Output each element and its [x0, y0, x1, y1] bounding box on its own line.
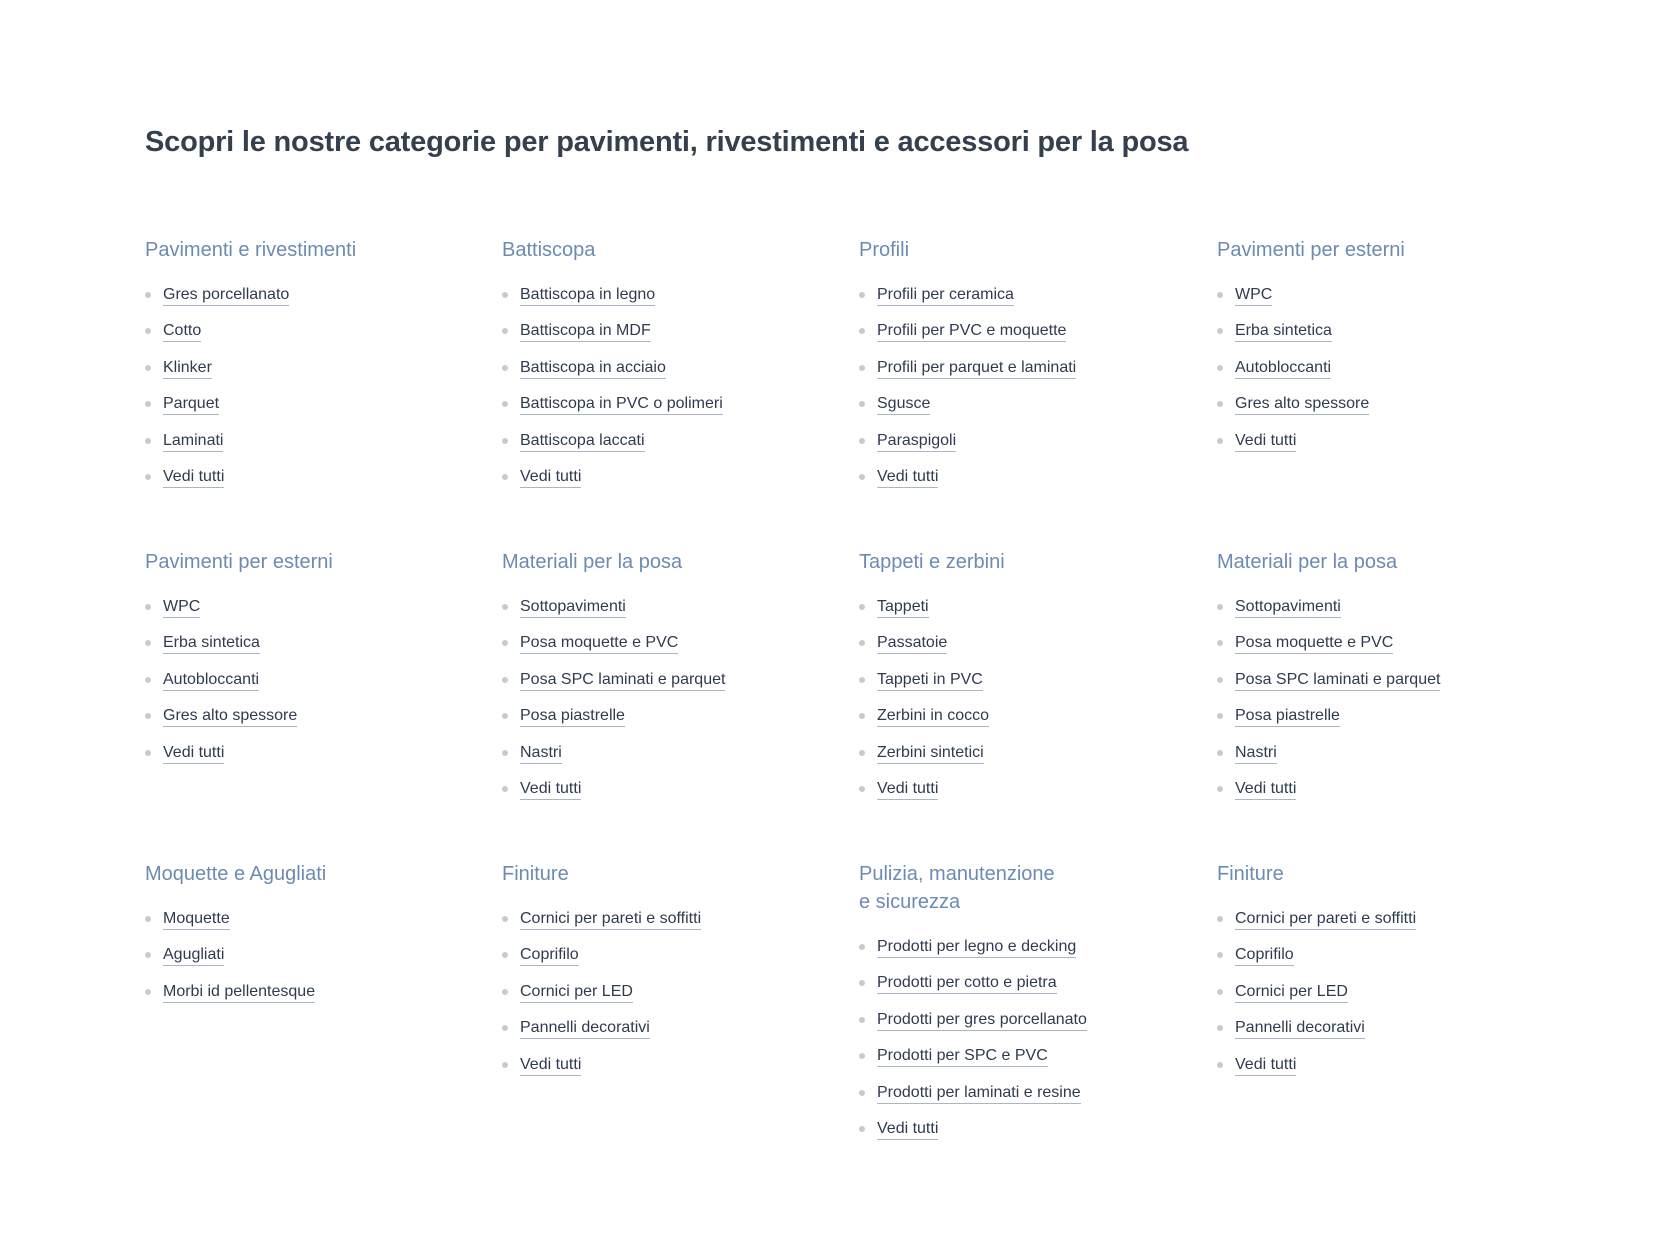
list-item — [859, 742, 1189, 778]
category-link-list — [502, 284, 832, 502]
bullet-icon — [1217, 750, 1223, 756]
list-item — [502, 430, 832, 466]
category-link-list — [145, 908, 475, 1017]
list-item — [1217, 742, 1547, 778]
category-block — [1217, 548, 1547, 814]
list-item — [1217, 357, 1547, 393]
category-link[interactable]: Battiscopa laccati — [520, 432, 645, 452]
category-link[interactable]: Vedi tutti — [163, 744, 224, 764]
category-link[interactable]: Profili per parquet e laminati — [877, 359, 1076, 379]
bullet-icon — [145, 474, 151, 480]
category-link[interactable]: Paraspigoli — [877, 432, 956, 452]
bullet-icon — [859, 1126, 865, 1132]
bullet-icon — [502, 401, 508, 407]
category-link-list — [502, 596, 832, 814]
category-block — [1217, 236, 1547, 466]
category-link[interactable]: Prodotti per gres porcellanato — [877, 1011, 1087, 1031]
category-link[interactable]: Gres alto spessore — [163, 707, 297, 727]
category-link[interactable]: Morbi id pellentesque — [163, 983, 315, 1003]
category-title: Materiali per la posa — [1217, 551, 1398, 573]
category-title: Pavimenti per esterni — [1217, 239, 1405, 261]
bullet-icon — [502, 292, 508, 298]
category-link[interactable]: Posa SPC laminati e parquet — [520, 671, 725, 691]
list-item — [1217, 632, 1547, 668]
list-item — [859, 669, 1189, 705]
category-link[interactable]: Cornici per LED — [1235, 983, 1348, 1003]
bullet-icon — [859, 1090, 865, 1096]
list-item — [859, 1082, 1189, 1118]
bullet-icon — [502, 604, 508, 610]
bullet-icon — [502, 713, 508, 719]
bullet-icon — [502, 677, 508, 683]
category-link[interactable]: Zerbini sintetici — [877, 744, 984, 764]
category-link[interactable]: Autobloccanti — [1235, 359, 1331, 379]
category-link[interactable]: Vedi tutti — [877, 468, 938, 488]
bullet-icon — [1217, 328, 1223, 334]
bullet-icon — [859, 750, 865, 756]
list-item — [502, 466, 832, 502]
list-item — [1217, 430, 1547, 466]
bullet-icon — [502, 328, 508, 334]
list-item — [145, 981, 475, 1017]
category-title: Pulizia, manutenzione e sicurezza — [859, 863, 1055, 913]
category-link[interactable]: Cornici per pareti e soffitti — [1235, 910, 1416, 930]
category-title: Finiture — [502, 863, 569, 885]
list-item — [859, 972, 1189, 1008]
category-link[interactable]: WPC — [1235, 286, 1272, 306]
category-link-list — [859, 936, 1189, 1154]
list-item — [859, 466, 1189, 502]
bullet-icon — [1217, 952, 1223, 958]
category-link[interactable]: Vedi tutti — [520, 1056, 581, 1076]
list-item — [1217, 320, 1547, 356]
bullet-icon — [1217, 916, 1223, 922]
category-block — [502, 548, 832, 814]
bullet-icon — [145, 952, 151, 958]
list-item — [502, 320, 832, 356]
bullet-icon — [1217, 640, 1223, 646]
bullet-icon — [859, 1017, 865, 1023]
category-link[interactable]: Vedi tutti — [877, 780, 938, 800]
list-item — [502, 1017, 832, 1053]
bullet-icon — [502, 640, 508, 646]
bullet-icon — [145, 292, 151, 298]
list-item — [145, 430, 475, 466]
bullet-icon — [859, 401, 865, 407]
category-link[interactable]: Nastri — [520, 744, 562, 764]
bullet-icon — [1217, 989, 1223, 995]
category-link[interactable]: Cotto — [163, 322, 201, 342]
category-link-list — [859, 596, 1189, 814]
category-title: Battiscopa — [502, 239, 596, 261]
category-link[interactable]: Laminati — [163, 432, 223, 452]
bullet-icon — [1217, 604, 1223, 610]
list-item — [502, 357, 832, 393]
category-link[interactable]: Gres alto spessore — [1235, 395, 1369, 415]
list-item — [859, 596, 1189, 632]
bullet-icon — [859, 292, 865, 298]
category-link-list — [1217, 284, 1547, 466]
bullet-icon — [502, 1062, 508, 1068]
category-link[interactable]: Gres porcellanato — [163, 286, 289, 306]
category-block — [1217, 860, 1547, 1090]
category-link[interactable]: Sottopavimenti — [520, 598, 626, 618]
list-item — [145, 908, 475, 944]
bullet-icon — [502, 952, 508, 958]
category-link[interactable]: Prodotti per legno e decking — [877, 938, 1076, 958]
bullet-icon — [859, 786, 865, 792]
bullet-icon — [502, 1025, 508, 1031]
category-title: Finiture — [1217, 863, 1284, 885]
category-link[interactable]: Vedi tutti — [1235, 432, 1296, 452]
bullet-icon — [859, 604, 865, 610]
bullet-icon — [145, 438, 151, 444]
category-link[interactable]: Profili per ceramica — [877, 286, 1014, 306]
category-link[interactable]: Agugliati — [163, 946, 224, 966]
bullet-icon — [859, 713, 865, 719]
category-block — [859, 236, 1189, 502]
category-title: Pavimenti per esterni — [145, 551, 333, 573]
bullet-icon — [1217, 1025, 1223, 1031]
list-item — [859, 1009, 1189, 1045]
category-title: Profili — [859, 239, 910, 261]
list-item — [145, 742, 475, 778]
list-item — [859, 430, 1189, 466]
category-link[interactable]: Posa piastrelle — [1235, 707, 1340, 727]
category-link[interactable]: Profili per PVC e moquette — [877, 322, 1066, 342]
category-link[interactable]: Moquette — [163, 910, 230, 930]
bullet-icon — [1217, 786, 1223, 792]
list-item — [145, 705, 475, 741]
bullet-icon — [859, 640, 865, 646]
category-link[interactable]: Klinker — [163, 359, 212, 379]
category-link[interactable]: Vedi tutti — [877, 1120, 938, 1140]
category-link[interactable]: Battiscopa in PVC o polimeri — [520, 395, 723, 415]
category-link[interactable]: Vedi tutti — [1235, 1056, 1296, 1076]
category-link[interactable]: Battiscopa in acciaio — [520, 359, 666, 379]
bullet-icon — [145, 916, 151, 922]
category-link-list — [1217, 908, 1547, 1090]
list-item — [145, 669, 475, 705]
list-item — [859, 778, 1189, 814]
list-item — [859, 632, 1189, 668]
category-link[interactable]: WPC — [163, 598, 200, 618]
bullet-icon — [502, 365, 508, 371]
bullet-icon — [1217, 713, 1223, 719]
category-block — [145, 860, 475, 1017]
list-item — [859, 320, 1189, 356]
list-item — [859, 1118, 1189, 1154]
bullet-icon — [1217, 365, 1223, 371]
bullet-icon — [145, 640, 151, 646]
bullet-icon — [502, 916, 508, 922]
bullet-icon — [859, 677, 865, 683]
bullet-icon — [859, 1053, 865, 1059]
list-item — [1217, 1054, 1547, 1090]
category-link[interactable]: Prodotti per SPC e PVC — [877, 1047, 1048, 1067]
list-item — [502, 632, 832, 668]
list-item — [502, 393, 832, 429]
category-title: Pavimenti e rivestimenti — [145, 239, 357, 261]
list-item — [145, 632, 475, 668]
bullet-icon — [859, 365, 865, 371]
bullet-icon — [1217, 677, 1223, 683]
list-item — [859, 705, 1189, 741]
category-link[interactable]: Posa moquette e PVC — [520, 634, 678, 654]
category-link[interactable]: Cornici per pareti e soffitti — [520, 910, 701, 930]
category-link[interactable]: Vedi tutti — [520, 780, 581, 800]
category-link[interactable]: Coprifilo — [1235, 946, 1294, 966]
bullet-icon — [859, 474, 865, 480]
category-link[interactable]: Prodotti per laminati e resine — [877, 1084, 1081, 1104]
category-link[interactable]: Cornici per LED — [520, 983, 633, 1003]
category-link[interactable]: Parquet — [163, 395, 219, 415]
bullet-icon — [859, 438, 865, 444]
bullet-icon — [502, 786, 508, 792]
bullet-icon — [145, 328, 151, 334]
bullet-icon — [145, 604, 151, 610]
bullet-icon — [1217, 1062, 1223, 1068]
category-link[interactable]: Pannelli decorativi — [520, 1019, 650, 1039]
list-item — [502, 944, 832, 980]
list-item — [859, 393, 1189, 429]
category-block — [859, 548, 1189, 814]
category-link[interactable]: Tappeti in PVC — [877, 671, 983, 691]
category-link-list — [502, 908, 832, 1090]
list-item — [502, 669, 832, 705]
category-link[interactable]: Zerbini in cocco — [877, 707, 989, 727]
bullet-icon — [859, 328, 865, 334]
list-item — [859, 284, 1189, 320]
category-title: Moquette e Agugliati — [145, 863, 327, 885]
list-item — [145, 284, 475, 320]
list-item — [1217, 981, 1547, 1017]
bullet-icon — [145, 713, 151, 719]
list-item — [1217, 284, 1547, 320]
page-title: Scopri le nostre categorie per pavimenti, rivestimenti e accessori per la posa — [145, 126, 1189, 158]
category-block — [502, 860, 832, 1090]
category-link[interactable]: Coprifilo — [520, 946, 579, 966]
bullet-icon — [502, 438, 508, 444]
category-link[interactable]: Vedi tutti — [520, 468, 581, 488]
list-item — [1217, 1017, 1547, 1053]
list-item — [502, 742, 832, 778]
category-link-list — [1217, 596, 1547, 814]
list-item — [502, 1054, 832, 1090]
category-link-list — [859, 284, 1189, 502]
category-link[interactable]: Sottopavimenti — [1235, 598, 1341, 618]
category-link[interactable]: Nastri — [1235, 744, 1277, 764]
list-item — [145, 357, 475, 393]
list-item — [502, 284, 832, 320]
list-item — [145, 393, 475, 429]
category-link[interactable]: Vedi tutti — [1235, 780, 1296, 800]
category-link[interactable]: Posa piastrelle — [520, 707, 625, 727]
bullet-icon — [502, 750, 508, 756]
list-item — [1217, 596, 1547, 632]
bullet-icon — [1217, 401, 1223, 407]
category-link[interactable]: Battiscopa in legno — [520, 286, 655, 306]
bullet-icon — [145, 750, 151, 756]
category-block — [502, 236, 832, 502]
list-item — [859, 357, 1189, 393]
bullet-icon — [502, 474, 508, 480]
category-link-list — [145, 596, 475, 778]
list-item — [1217, 944, 1547, 980]
list-item — [502, 778, 832, 814]
list-item — [1217, 705, 1547, 741]
list-item — [145, 596, 475, 632]
bullet-icon — [1217, 292, 1223, 298]
list-item — [1217, 778, 1547, 814]
category-link[interactable]: Autobloccanti — [163, 671, 259, 691]
bullet-icon — [1217, 438, 1223, 444]
category-block — [859, 860, 1189, 1154]
bullet-icon — [145, 989, 151, 995]
category-link[interactable]: Passatoie — [877, 634, 947, 654]
category-link[interactable]: Battiscopa in MDF — [520, 322, 651, 342]
bullet-icon — [145, 677, 151, 683]
list-item — [145, 944, 475, 980]
list-item — [145, 320, 475, 356]
list-item — [502, 705, 832, 741]
list-item — [502, 908, 832, 944]
list-item — [502, 596, 832, 632]
category-title: Materiali per la posa — [502, 551, 683, 573]
bullet-icon — [145, 365, 151, 371]
list-item — [502, 981, 832, 1017]
list-item — [145, 466, 475, 502]
category-link[interactable]: Posa moquette e PVC — [1235, 634, 1393, 654]
category-block — [145, 548, 475, 778]
category-link[interactable]: Vedi tutti — [163, 468, 224, 488]
category-link[interactable]: Pannelli decorativi — [1235, 1019, 1365, 1039]
category-link[interactable]: Sgusce — [877, 395, 930, 415]
list-item — [1217, 669, 1547, 705]
category-link[interactable]: Posa SPC laminati e parquet — [1235, 671, 1440, 691]
category-link[interactable]: Erba sintetica — [1235, 322, 1332, 342]
category-link[interactable]: Erba sintetica — [163, 634, 260, 654]
category-link[interactable]: Tappeti — [877, 598, 929, 618]
bullet-icon — [502, 989, 508, 995]
list-item — [1217, 393, 1547, 429]
category-link[interactable]: Prodotti per cotto e pietra — [877, 974, 1057, 994]
category-link-list — [145, 284, 475, 502]
list-item — [1217, 908, 1547, 944]
bullet-icon — [145, 401, 151, 407]
list-item — [859, 1045, 1189, 1081]
category-block — [145, 236, 475, 502]
bullet-icon — [859, 980, 865, 986]
list-item — [859, 936, 1189, 972]
bullet-icon — [859, 944, 865, 950]
category-title: Tappeti e zerbini — [859, 551, 1005, 573]
